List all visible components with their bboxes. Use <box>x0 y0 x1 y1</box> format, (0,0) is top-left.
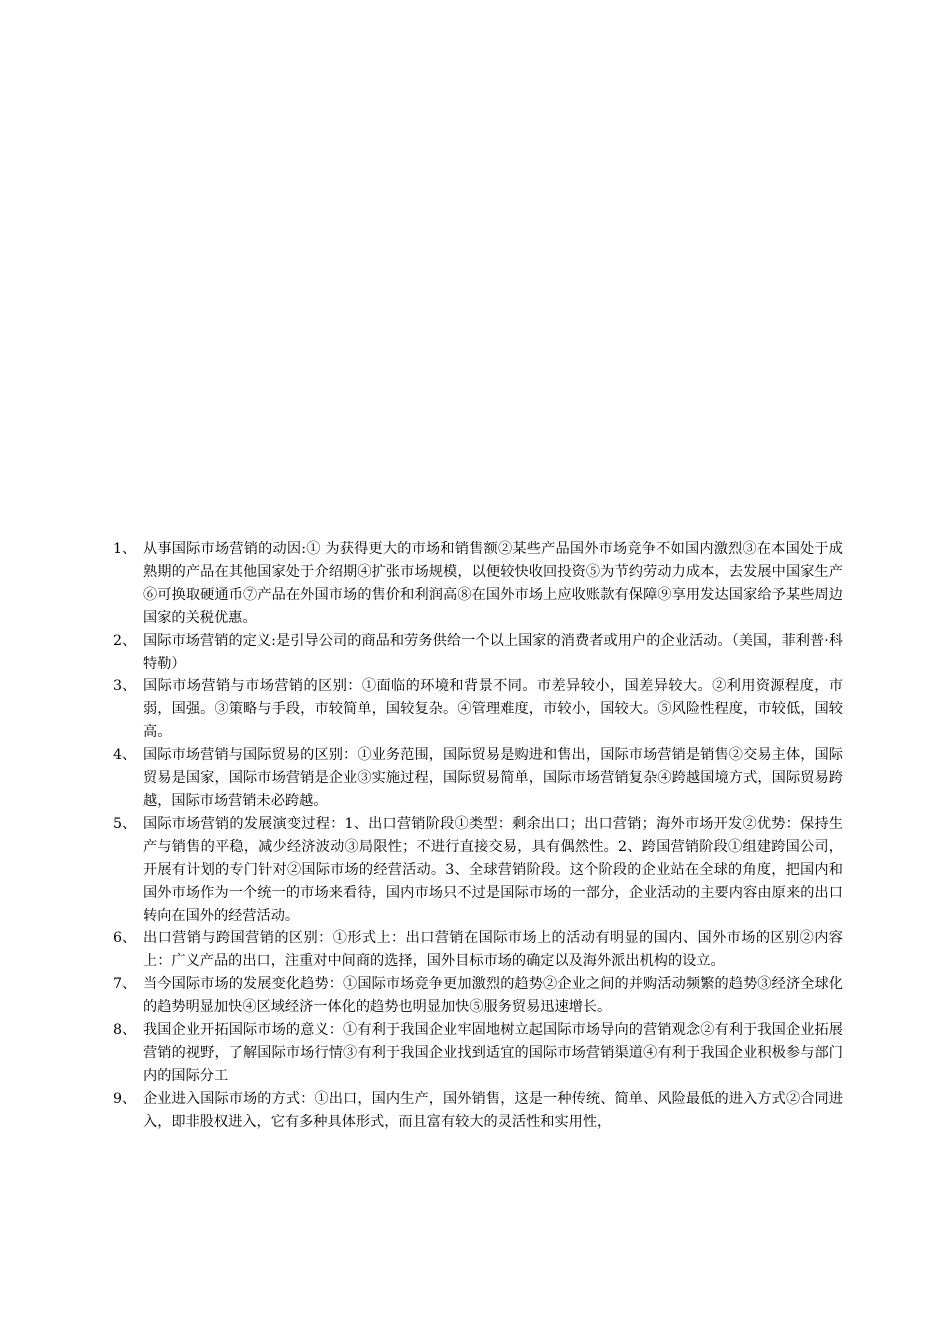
item-number: 6、 <box>113 930 137 947</box>
item-text: 国际市场营销的定义:是引导公司的商品和劳务供给一个以上国家的消费者或用户的企业活动。（美国，菲利普·科特勒） <box>143 632 843 672</box>
item-text: 企业进入国际市场的方式：①出口，国内生产，国外销售，这是一种传统、简单、风险最低的进入方式②合同进入，即非股权进入，它有多种具体形式，而且富有较大的灵活性和实用性， <box>143 1090 843 1130</box>
list-item <box>113 538 843 630</box>
item-text: 国际市场营销与市场营销的区别：①面临的环境和背景不同。市差异较小，国差异较大。②利用资源程度，市弱，国强。③策略与手段，市较简单，国较复杂。④管理难度，市较小，国较大。⑤风险性程度，市较低，国较高。 <box>143 678 843 741</box>
item-number: 9、 <box>113 1090 137 1107</box>
item-text: 我国企业开拓国际市场的意义：①有利于我国企业牢固地树立起国际市场导向的营销观念②有利于我国企业拓展营销的视野，了解国际市场行情③有利于我国企业找到适宜的国际市场营销渠道④有利于我国企业积极参与部门内的国际分工 <box>143 1022 843 1084</box>
item-number: 2、 <box>113 632 137 649</box>
list-item <box>113 1088 843 1134</box>
item-number: 4、 <box>113 747 137 764</box>
list-item <box>113 1019 843 1088</box>
item-number: 5、 <box>113 815 137 832</box>
item-text: 出口营销与跨国营销的区别：①形式上：出口营销在国际市场上的活动有明显的国内、国外市场的区别②内容上：广义产品的出口，注重对中间商的选择，国外目标市场的确定以及海外派出机构的设立。 <box>143 930 843 970</box>
list-item <box>113 675 843 744</box>
item-number: 1、 <box>113 541 137 557</box>
item-text: 国际市场营销的发展演变过程：1、出口营销阶段①类型：剩余出口；出口营销；海外市场开发②优势：保持生产与销售的平稳，减少经济波动③局限性；不进行直接交易，具有偶然性。2、跨国营销阶段①组建跨国公司，开展有计划的专门针对②国际市场的经营活动。3、全球营销阶段。这个阶段的企业站在全球的角度，把国内和国外市场作为一个统一的市场来看待，国内市场只不过是国际市场的一部分，企业活动的主要内容由原来的出口转向在国外的经营活动。 <box>143 815 843 924</box>
item-text: 当今国际市场的发展变化趋势：①国际市场竞争更加激烈的趋势②企业之间的并购活动频繁的趋势③经济全球化的趋势明显加快④区域经济一体化的趋势也明显加快⑤服务贸易迅速增长。 <box>143 976 843 1016</box>
list-item <box>113 973 843 1019</box>
item-text: 国际市场营销与国际贸易的区别：①业务范围，国际贸易是购进和售出，国际市场营销是销售②交易主体，国际贸易是国家，国际市场营销是企业③实施过程，国际贸易简单，国际市场营销复杂④跨越国境方式，国际贸易跨越，国际市场营销未必跨越。 <box>143 747 843 809</box>
list-item <box>113 813 843 928</box>
item-number: 7、 <box>113 976 137 993</box>
item-number: 8、 <box>113 1022 137 1039</box>
list-item <box>113 630 843 676</box>
document-body <box>113 538 843 1134</box>
list-item <box>113 744 843 813</box>
numbered-list <box>113 538 843 1134</box>
item-text: 从事国际市场营销的动因:① 为获得更大的市场和销售额②某些产品国外市场竞争不如国内激烈③在本国处于成熟期的产品在其他国家处于介绍期④扩张市场规模，以便较快收回投资⑤为节约劳动力成本，去发展中国家生产⑥可换取硬通币⑦产品在外国市场的售价和利润高⑧在国外市场上应收账款有保障⑨享用发达国家给予某些周边国家的关税优惠。 <box>143 541 843 626</box>
list-item <box>113 927 843 973</box>
item-number: 3、 <box>113 678 137 695</box>
